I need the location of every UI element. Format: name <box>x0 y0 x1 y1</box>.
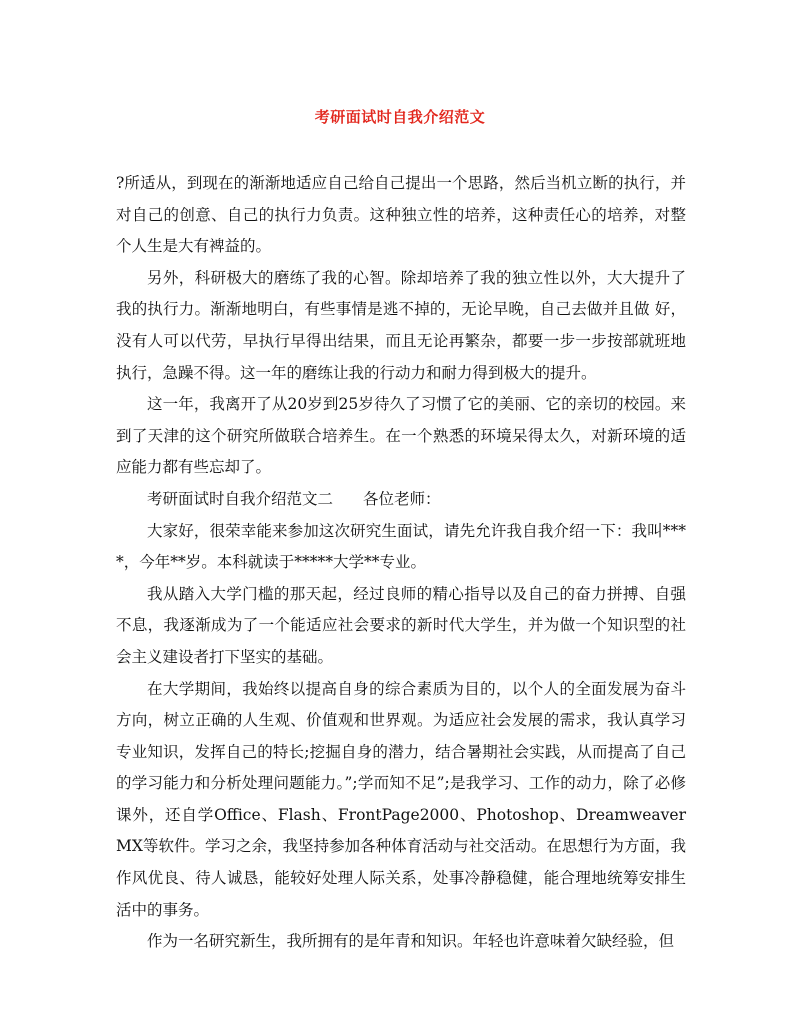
paragraph-3: 这一年，我离开了从20岁到25岁待久了习惯了它的美丽、它的亲切的校园。来到了天津的这个研究所做联合培养生。在一个熟悉的环境呆得太久，对新环境的适应能力都有些忘却了。 <box>116 395 686 477</box>
paragraph-1: ?所适从，到现在的渐渐地适应自己给自己提出一个思路，然后当机立断的执行，并对自己的创意、自己的执行力负责。这种独立性的培养，这种责任心的培养，对整个人生是大有裨益的。 <box>116 174 686 256</box>
paragraph-6: 在大学期间，我始终以提高自身的综合素质为目的，以个人的全面发展为奋斗方向，树立正确的人生观、价值观和世界观。为适应社会发展的需求，我认真学习专业知识，发挥自己的特长;挖掘自身的潜力，结合暑期社会实践，从而提高了自己的学习能力和分析处理问题能力。”;学而知不足”;是我学习、工作的动力，除了必修课外，还自学Office、Flash、FrontPage2000、Photoshop、DreamweaverMX等软件。学习之余，我坚持参加各种体育活动与社交活动。在思想行为方面，我作风优良、待人诚恳，能较好处理人际关系，处事冷静稳健，能合理地统筹安排生活中的事务。 <box>116 679 686 919</box>
subheading-title: 考研面试时自我介绍范文二 <box>147 489 334 508</box>
subheading-greeting: 各位老师： <box>363 489 441 508</box>
subheading-line <box>116 484 686 516</box>
paragraph-5: 我从踏入大学门槛的那天起，经过良师的精心指导以及自己的奋力拼搏、自强不息，我逐渐成为了一个能适应社会要求的新时代大学生，并为做一个知识型的社会主义建设者打下坚实的基础。 <box>116 584 686 666</box>
paragraph-2: 另外，科研极大的磨练了我的心智。除却培养了我的独立性以外，大大提升了我的执行力。渐渐地明白，有些事情是逃不掉的，无论早晚，自己去做并且做 好，没有人可以代劳，早执行早得出结果，而且无论再繁杂，都要一步一步按部就班地执行，急躁不得。这一年的磨练让我的行动力和耐力得到极大的提升。 <box>116 268 686 382</box>
document-title: 考研面试时自我介绍范文 <box>314 108 486 126</box>
paragraph-4: 大家好，很荣幸能来参加这次研究生面试，请先允许我自我介绍一下：我叫****，今年**岁。本科就读于*****大学**专业。 <box>116 521 686 572</box>
document-body <box>116 168 686 958</box>
paragraph-7: 作为一名研究新生，我所拥有的是年青和知识。年轻也许意味着欠缺经验，但 <box>147 932 675 951</box>
